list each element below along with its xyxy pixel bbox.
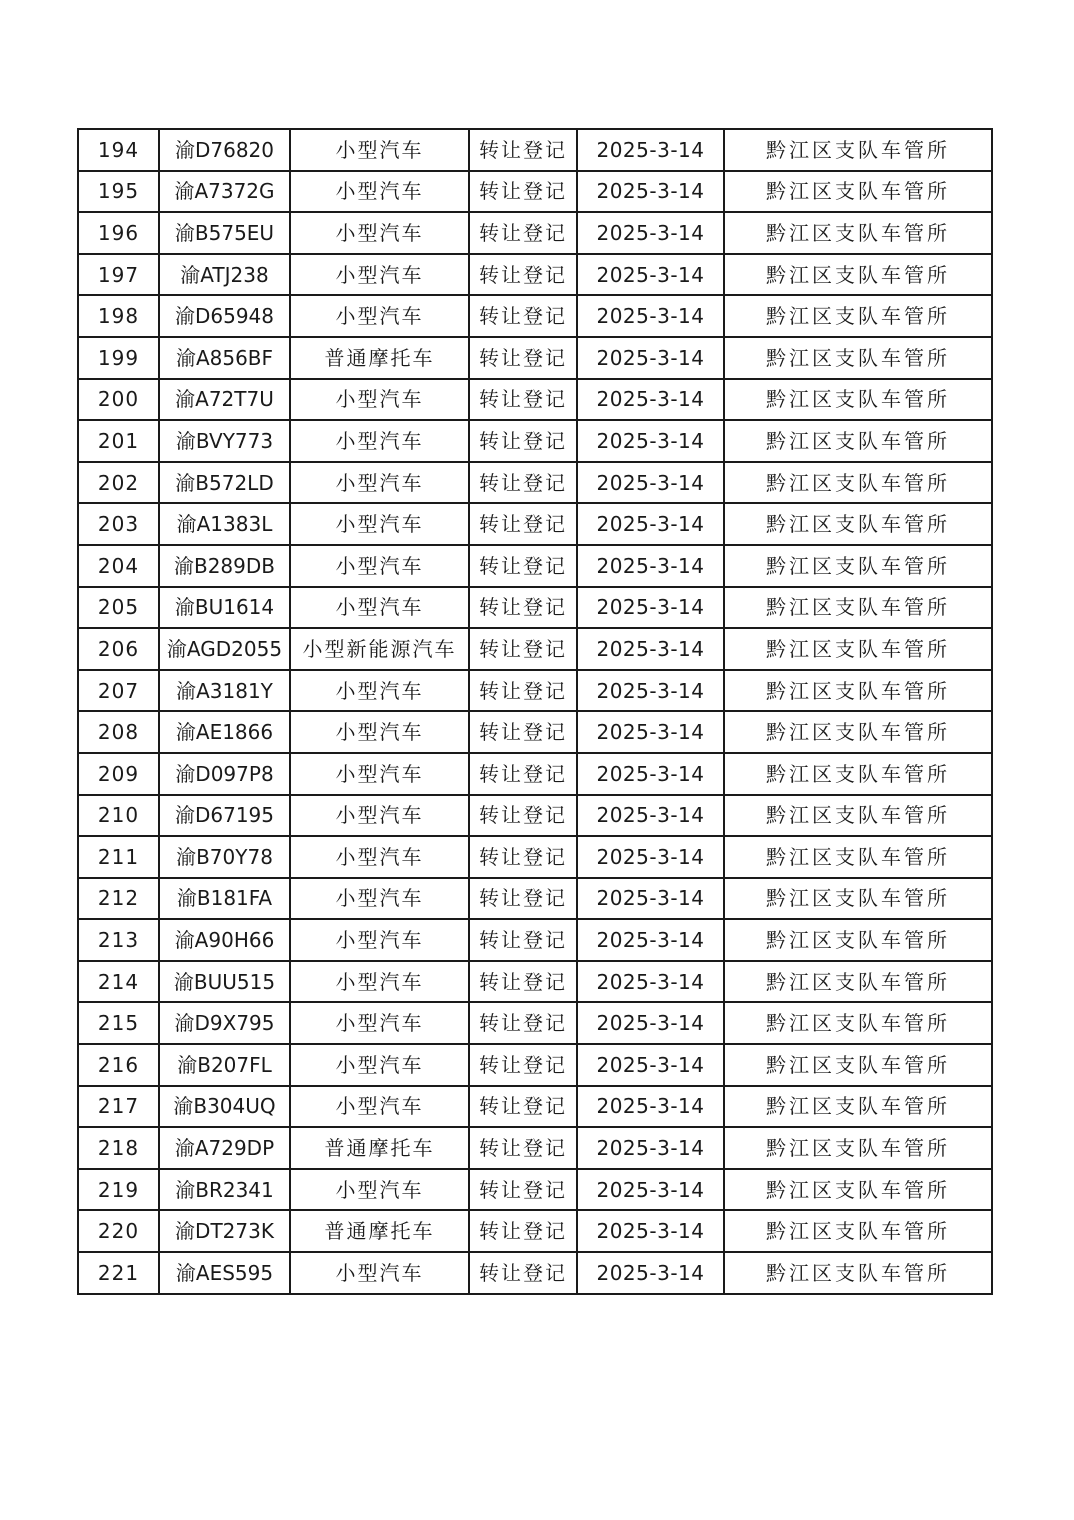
date-cell: 2025-3-14 [577, 503, 724, 545]
plate-number-cell: 渝B70Y78 [159, 836, 290, 878]
office-cell: 黔江区支队车管所 [724, 878, 992, 920]
plate-number-cell: 渝B181FA [159, 878, 290, 920]
table-row [78, 961, 992, 1003]
plate-number-cell: 渝BVY773 [159, 420, 290, 462]
business-type-cell: 转让登记 [469, 961, 577, 1003]
date-cell: 2025-3-14 [577, 628, 724, 670]
vehicle-type-cell: 小型汽车 [290, 212, 469, 254]
table-row [78, 337, 992, 379]
vehicle-type-cell: 小型汽车 [290, 503, 469, 545]
table-body [78, 129, 992, 1294]
vehicle-type-cell: 小型汽车 [290, 919, 469, 961]
office-cell: 黔江区支队车管所 [724, 1044, 992, 1086]
row-number-cell: 209 [78, 753, 159, 795]
office-cell: 黔江区支队车管所 [724, 1127, 992, 1169]
table-row [78, 1002, 992, 1044]
office-cell: 黔江区支队车管所 [724, 753, 992, 795]
plate-number-cell: 渝AGD2055 [159, 628, 290, 670]
vehicle-type-cell: 小型汽车 [290, 171, 469, 213]
table-row [78, 628, 992, 670]
date-cell: 2025-3-14 [577, 753, 724, 795]
office-cell: 黔江区支队车管所 [724, 1086, 992, 1128]
table-row [78, 379, 992, 421]
vehicle-type-cell: 小型汽车 [290, 545, 469, 587]
table-row [78, 503, 992, 545]
date-cell: 2025-3-14 [577, 337, 724, 379]
date-cell: 2025-3-14 [577, 379, 724, 421]
vehicle-type-cell: 小型汽车 [290, 961, 469, 1003]
row-number-cell: 221 [78, 1252, 159, 1294]
vehicle-type-cell: 小型汽车 [290, 711, 469, 753]
office-cell: 黔江区支队车管所 [724, 670, 992, 712]
row-number-cell: 214 [78, 961, 159, 1003]
office-cell: 黔江区支队车管所 [724, 919, 992, 961]
table-row [78, 1210, 992, 1252]
date-cell: 2025-3-14 [577, 212, 724, 254]
table-row [78, 1044, 992, 1086]
row-number-cell: 219 [78, 1169, 159, 1211]
row-number-cell: 215 [78, 1002, 159, 1044]
table-row [78, 1086, 992, 1128]
business-type-cell: 转让登记 [469, 1002, 577, 1044]
office-cell: 黔江区支队车管所 [724, 1210, 992, 1252]
vehicle-type-cell: 小型汽车 [290, 1044, 469, 1086]
business-type-cell: 转让登记 [469, 503, 577, 545]
office-cell: 黔江区支队车管所 [724, 711, 992, 753]
office-cell: 黔江区支队车管所 [724, 503, 992, 545]
row-number-cell: 208 [78, 711, 159, 753]
business-type-cell: 转让登记 [469, 171, 577, 213]
date-cell: 2025-3-14 [577, 1210, 724, 1252]
vehicle-type-cell: 小型新能源汽车 [290, 628, 469, 670]
business-type-cell: 转让登记 [469, 254, 577, 296]
date-cell: 2025-3-14 [577, 878, 724, 920]
date-cell: 2025-3-14 [577, 1169, 724, 1211]
plate-number-cell: 渝BUU515 [159, 961, 290, 1003]
table-row [78, 711, 992, 753]
vehicle-type-cell: 普通摩托车 [290, 337, 469, 379]
business-type-cell: 转让登记 [469, 587, 577, 629]
date-cell: 2025-3-14 [577, 961, 724, 1003]
table-row [78, 545, 992, 587]
row-number-cell: 203 [78, 503, 159, 545]
plate-number-cell: 渝B207FL [159, 1044, 290, 1086]
office-cell: 黔江区支队车管所 [724, 587, 992, 629]
business-type-cell: 转让登记 [469, 878, 577, 920]
date-cell: 2025-3-14 [577, 587, 724, 629]
row-number-cell: 202 [78, 462, 159, 504]
business-type-cell: 转让登记 [469, 337, 577, 379]
vehicle-type-cell: 小型汽车 [290, 295, 469, 337]
row-number-cell: 198 [78, 295, 159, 337]
plate-number-cell: 渝A729DP [159, 1127, 290, 1169]
table-row [78, 129, 992, 171]
plate-number-cell: 渝BU1614 [159, 587, 290, 629]
vehicle-type-cell: 小型汽车 [290, 379, 469, 421]
business-type-cell: 转让登记 [469, 1086, 577, 1128]
office-cell: 黔江区支队车管所 [724, 1252, 992, 1294]
business-type-cell: 转让登记 [469, 1252, 577, 1294]
row-number-cell: 210 [78, 795, 159, 837]
row-number-cell: 206 [78, 628, 159, 670]
office-cell: 黔江区支队车管所 [724, 961, 992, 1003]
business-type-cell: 转让登记 [469, 379, 577, 421]
row-number-cell: 201 [78, 420, 159, 462]
date-cell: 2025-3-14 [577, 795, 724, 837]
business-type-cell: 转让登记 [469, 628, 577, 670]
date-cell: 2025-3-14 [577, 711, 724, 753]
table-row [78, 295, 992, 337]
row-number-cell: 199 [78, 337, 159, 379]
row-number-cell: 205 [78, 587, 159, 629]
vehicle-registration-table [77, 128, 993, 1295]
vehicle-type-cell: 小型汽车 [290, 795, 469, 837]
plate-number-cell: 渝D67195 [159, 795, 290, 837]
office-cell: 黔江区支队车管所 [724, 795, 992, 837]
office-cell: 黔江区支队车管所 [724, 379, 992, 421]
vehicle-type-cell: 小型汽车 [290, 1002, 469, 1044]
table-row [78, 1127, 992, 1169]
date-cell: 2025-3-14 [577, 836, 724, 878]
vehicle-type-cell: 小型汽车 [290, 462, 469, 504]
date-cell: 2025-3-14 [577, 545, 724, 587]
table-row [78, 1252, 992, 1294]
row-number-cell: 200 [78, 379, 159, 421]
vehicle-type-cell: 小型汽车 [290, 587, 469, 629]
plate-number-cell: 渝A72T7U [159, 379, 290, 421]
vehicle-type-cell: 小型汽车 [290, 670, 469, 712]
office-cell: 黔江区支队车管所 [724, 212, 992, 254]
vehicle-type-cell: 小型汽车 [290, 254, 469, 296]
plate-number-cell: 渝D65948 [159, 295, 290, 337]
row-number-cell: 216 [78, 1044, 159, 1086]
business-type-cell: 转让登记 [469, 462, 577, 504]
row-number-cell: 195 [78, 171, 159, 213]
plate-number-cell: 渝B575EU [159, 212, 290, 254]
office-cell: 黔江区支队车管所 [724, 462, 992, 504]
date-cell: 2025-3-14 [577, 1127, 724, 1169]
plate-number-cell: 渝AES595 [159, 1252, 290, 1294]
date-cell: 2025-3-14 [577, 420, 724, 462]
table-row [78, 919, 992, 961]
business-type-cell: 转让登记 [469, 212, 577, 254]
vehicle-type-cell: 小型汽车 [290, 1086, 469, 1128]
plate-number-cell: 渝D9X795 [159, 1002, 290, 1044]
office-cell: 黔江区支队车管所 [724, 254, 992, 296]
table-row [78, 753, 992, 795]
vehicle-type-cell: 小型汽车 [290, 420, 469, 462]
table-row [78, 171, 992, 213]
table-row [78, 1169, 992, 1211]
date-cell: 2025-3-14 [577, 1086, 724, 1128]
table-row [78, 836, 992, 878]
plate-number-cell: 渝ATJ238 [159, 254, 290, 296]
table-row [78, 462, 992, 504]
row-number-cell: 217 [78, 1086, 159, 1128]
office-cell: 黔江区支队车管所 [724, 545, 992, 587]
plate-number-cell: 渝D76820 [159, 129, 290, 171]
office-cell: 黔江区支队车管所 [724, 295, 992, 337]
row-number-cell: 207 [78, 670, 159, 712]
plate-number-cell: 渝B289DB [159, 545, 290, 587]
business-type-cell: 转让登记 [469, 129, 577, 171]
date-cell: 2025-3-14 [577, 919, 724, 961]
plate-number-cell: 渝B304UQ [159, 1086, 290, 1128]
plate-number-cell: 渝A7372G [159, 171, 290, 213]
business-type-cell: 转让登记 [469, 545, 577, 587]
date-cell: 2025-3-14 [577, 1252, 724, 1294]
office-cell: 黔江区支队车管所 [724, 1002, 992, 1044]
business-type-cell: 转让登记 [469, 795, 577, 837]
date-cell: 2025-3-14 [577, 1002, 724, 1044]
row-number-cell: 197 [78, 254, 159, 296]
plate-number-cell: 渝A856BF [159, 337, 290, 379]
date-cell: 2025-3-14 [577, 295, 724, 337]
vehicle-type-cell: 小型汽车 [290, 129, 469, 171]
date-cell: 2025-3-14 [577, 129, 724, 171]
row-number-cell: 211 [78, 836, 159, 878]
business-type-cell: 转让登记 [469, 670, 577, 712]
row-number-cell: 213 [78, 919, 159, 961]
business-type-cell: 转让登记 [469, 1210, 577, 1252]
row-number-cell: 196 [78, 212, 159, 254]
plate-number-cell: 渝B572LD [159, 462, 290, 504]
business-type-cell: 转让登记 [469, 1127, 577, 1169]
office-cell: 黔江区支队车管所 [724, 1169, 992, 1211]
office-cell: 黔江区支队车管所 [724, 129, 992, 171]
table-row [78, 212, 992, 254]
date-cell: 2025-3-14 [577, 171, 724, 213]
vehicle-type-cell: 小型汽车 [290, 836, 469, 878]
business-type-cell: 转让登记 [469, 1044, 577, 1086]
plate-number-cell: 渝A1383L [159, 503, 290, 545]
row-number-cell: 218 [78, 1127, 159, 1169]
plate-number-cell: 渝A3181Y [159, 670, 290, 712]
plate-number-cell: 渝A90H66 [159, 919, 290, 961]
office-cell: 黔江区支队车管所 [724, 337, 992, 379]
business-type-cell: 转让登记 [469, 420, 577, 462]
date-cell: 2025-3-14 [577, 1044, 724, 1086]
office-cell: 黔江区支队车管所 [724, 628, 992, 670]
table-row [78, 587, 992, 629]
vehicle-type-cell: 小型汽车 [290, 878, 469, 920]
business-type-cell: 转让登记 [469, 919, 577, 961]
table-row [78, 670, 992, 712]
plate-number-cell: 渝DT273K [159, 1210, 290, 1252]
plate-number-cell: 渝AE1866 [159, 711, 290, 753]
business-type-cell: 转让登记 [469, 1169, 577, 1211]
business-type-cell: 转让登记 [469, 711, 577, 753]
office-cell: 黔江区支队车管所 [724, 420, 992, 462]
vehicle-type-cell: 小型汽车 [290, 753, 469, 795]
vehicle-type-cell: 小型汽车 [290, 1252, 469, 1294]
row-number-cell: 220 [78, 1210, 159, 1252]
vehicle-type-cell: 普通摩托车 [290, 1210, 469, 1252]
plate-number-cell: 渝BR2341 [159, 1169, 290, 1211]
plate-number-cell: 渝D097P8 [159, 753, 290, 795]
date-cell: 2025-3-14 [577, 462, 724, 504]
table-row [78, 254, 992, 296]
row-number-cell: 212 [78, 878, 159, 920]
date-cell: 2025-3-14 [577, 670, 724, 712]
row-number-cell: 194 [78, 129, 159, 171]
office-cell: 黔江区支队车管所 [724, 171, 992, 213]
business-type-cell: 转让登记 [469, 295, 577, 337]
table-row [78, 795, 992, 837]
business-type-cell: 转让登记 [469, 836, 577, 878]
row-number-cell: 204 [78, 545, 159, 587]
vehicle-type-cell: 普通摩托车 [290, 1127, 469, 1169]
vehicle-type-cell: 小型汽车 [290, 1169, 469, 1211]
table-row [78, 420, 992, 462]
office-cell: 黔江区支队车管所 [724, 836, 992, 878]
table-row [78, 878, 992, 920]
date-cell: 2025-3-14 [577, 254, 724, 296]
business-type-cell: 转让登记 [469, 753, 577, 795]
